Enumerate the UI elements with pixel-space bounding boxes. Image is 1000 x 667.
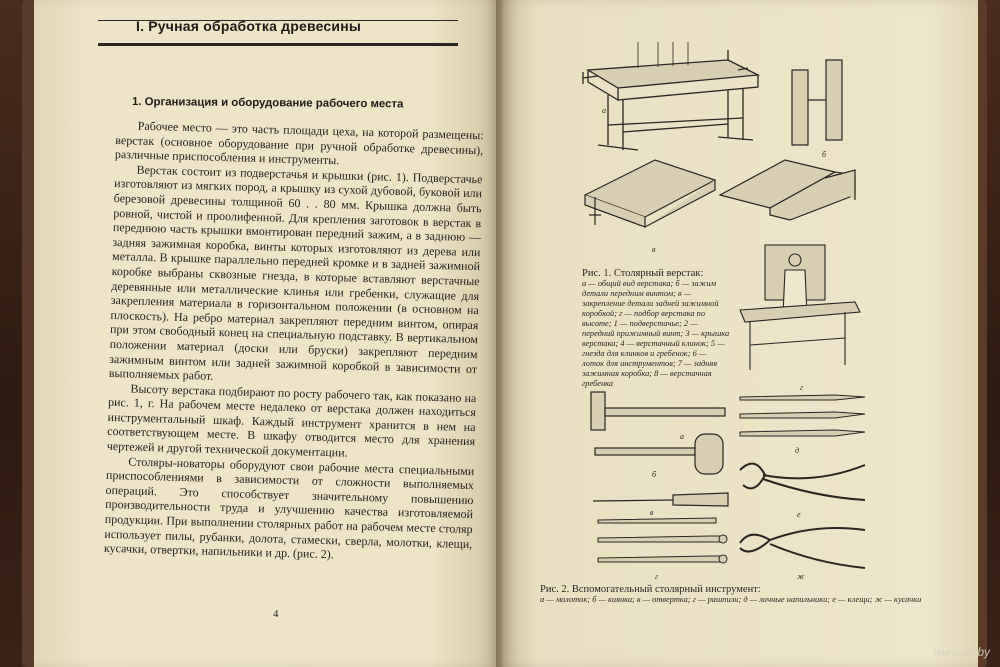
fig1-letter-v: в [652, 245, 656, 254]
fig1-legend: а — общий вид верстака; б — зажим детали передним винтом; в — закрепление детали задней зажимной коробкой; г — подбор верстака по высоте; 1 — подверстачье; 2 — передний прижимный винт; 3 — крышка верстака; 4 — верстачный клинок; 5 — гнезда для клинков и гребенок; 6 — лоток для инструментов; 7 — задняя зажимная коробка; 8 — верстачная гребенка [582, 279, 730, 388]
fig2-letter-a: а [680, 432, 684, 441]
paragraph: Верстак состоит из подверстачья и крышки (рис. 1). Подверстачье изготовляют из мягких пород, а крышку из сухой дубовой, буковой или березовой древесины толщиной 60 . . 80 мм. Крышка должна быть ровной, чистой и проолифенной. Для крепления заготовок в верстак в переднюю часть крышки вмонтирован передний зажим, а в заднюю — задняя зажимная коробка, винты которых изготовляют из дерева или металла. В крышке параллельно передней кромке и в задней зажимной коробке выбраны сквозные гнезда, в которые вставляют верстачные деревянные или металлические клинья или гребенки, служащие для закрепления материала в горизонтальном положении (в основном на плоскость). На ребро материал закрепляют передним винтом, опирая при этом свободный конец на специальную подставку. В вертикальном положении материал (доски или бруски) закрепляют передним зажимным винтом или задней зажимной коробкой в зависимости от выполняемых работ. [108, 162, 483, 383]
screwdriver-illustration [588, 488, 733, 513]
hammer-illustration [585, 388, 730, 433]
pincers-illustration [735, 455, 870, 515]
fig1-letter-a: а [602, 106, 606, 115]
nippers-illustration [735, 518, 870, 578]
files-illustration [735, 392, 870, 442]
fig2-letter-d: д [795, 446, 800, 455]
paragraph: Рабочее место — это часть площади цеха, на которой размещены: верстак (основное оборудование при ручной обработке древесины), различные приспособления и инструменты. [114, 118, 484, 168]
fig2-letter-zh: ж [797, 572, 805, 581]
workbench-illustration-v2 [715, 150, 865, 225]
fig2-letter-v: в [650, 508, 654, 517]
watermark: www.ay.by [933, 645, 990, 659]
workbench-illustration-a [578, 40, 768, 155]
fig1-title: Рис. 1. Столярный верстак: [582, 268, 704, 279]
fig2-title: Рис. 2. Вспомогательный столярный инструмент: [540, 584, 761, 595]
body-text [104, 118, 484, 566]
fig2-caption [540, 584, 950, 605]
fig1-letter-b: б [822, 150, 827, 159]
book-gutter [496, 0, 504, 667]
rasps-illustration [596, 514, 731, 574]
fig2-letter-b: б [652, 470, 657, 479]
fig2-letter-e: е [797, 510, 801, 519]
paragraph: Столяры-новаторы оборудуют свои рабочие места специальными приспособлениями в зависимости от сложности выполняемых операций. Это способствует значительному повышению производительности труда и улучшению качества изготовляемой продукции. При выполнении столярных работ на рабочем месте столяр использует пилы, рубанки, долота, стамески, сверла, молотки, клещи, кусачки, отвертки, напильники и др. (рис. 2). [103, 454, 475, 562]
mallet-illustration [590, 432, 730, 482]
paragraph: Высоту верстака подбирают по росту рабочего так, как показано на рис. 1, г. На рабочем месте недалеко от верстака должен находиться инструментальный шкаф. Каждый инструмент хранится в нем на соответствующем месте. В шкафу отводится место для хранения чертежей и другой технической документации. [106, 381, 477, 460]
clamp-detail-b [782, 55, 852, 150]
fig1-caption [582, 268, 730, 389]
page-number: 4 [273, 608, 279, 620]
chapter-title: I. Ручная обработка древесины [136, 18, 362, 34]
cabinet-and-worker-illustration [735, 240, 865, 380]
section-title: 1. Организация и оборудование рабочего места [131, 96, 404, 111]
fig2-legend: а — молоток; б — киянка; в — отвертка; г — рашпили; д — личные напильники; е — клещи; ж — кусачки [540, 595, 922, 604]
fig2-letter-g: г [655, 572, 659, 581]
workbench-illustration-v [575, 155, 725, 250]
fig1-letter-g: г [800, 383, 804, 392]
